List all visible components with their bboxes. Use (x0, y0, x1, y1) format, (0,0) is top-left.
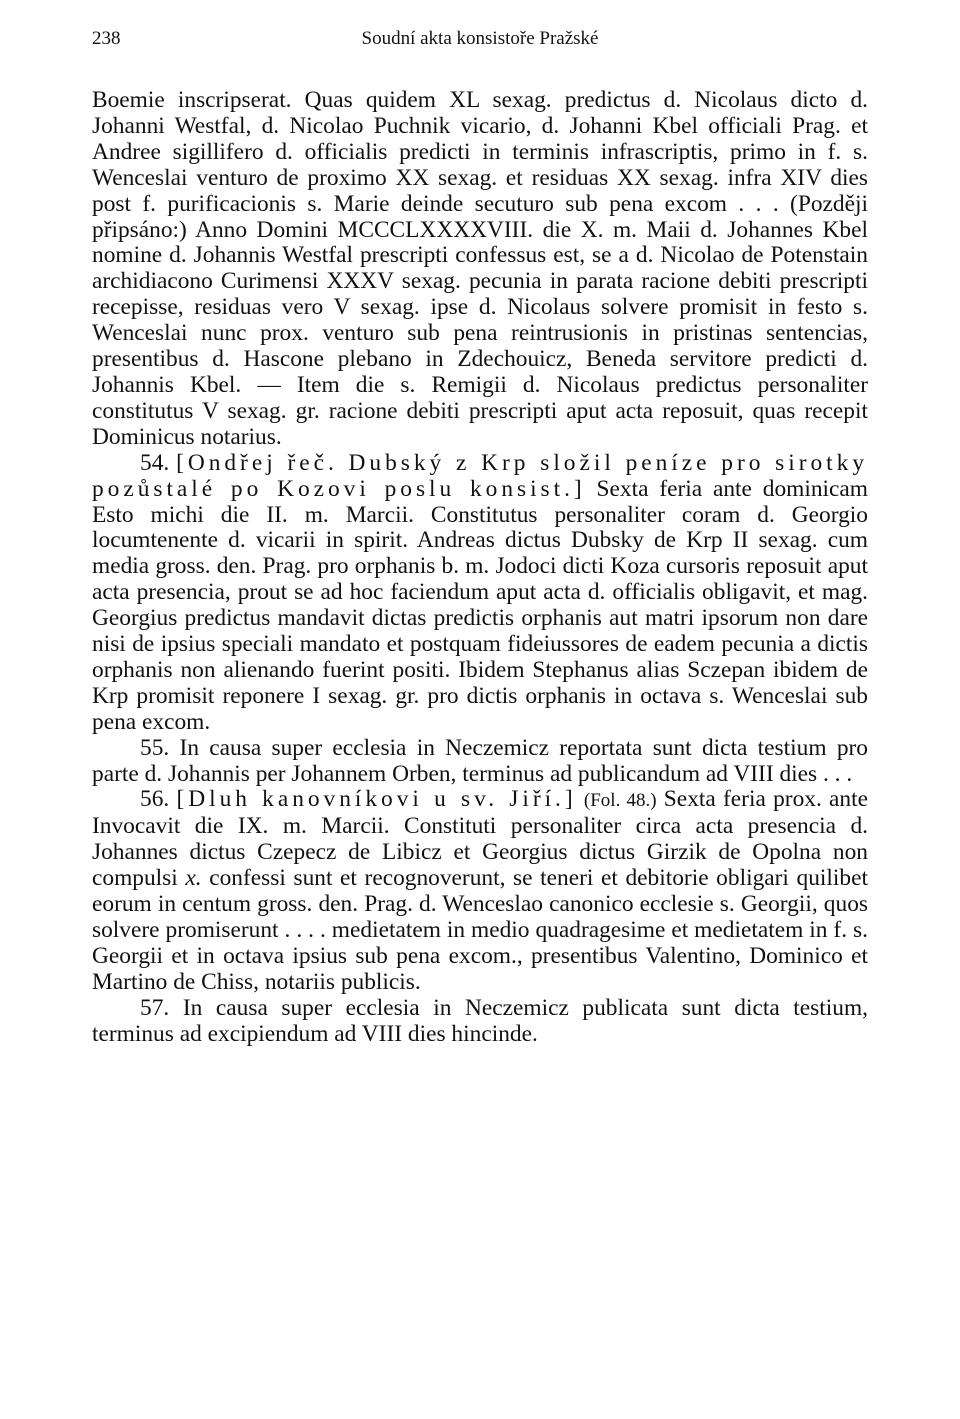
running-title: Soudní akta konsistoře Pražské (361, 28, 599, 49)
entry-number: 54. (140, 449, 170, 476)
sic-mark: x. (185, 865, 202, 892)
entry-number: 55. (140, 734, 170, 761)
entry-54 (92, 451, 868, 736)
entry-heading: [Dluh kanovníkovi u sv. Jiří.] (176, 786, 577, 813)
entry-heading: [Ondřej řeč. Dubský z Krp složil peníze pro sirotky pozůstalé po Kozovi poslu konsist.] (92, 449, 869, 502)
page-header (92, 28, 868, 58)
folio-reference: (Fol. 48.) (583, 790, 657, 812)
entry-57 (92, 996, 868, 1048)
entry-text: Sexta feria prox. ante Invocavit die IX. m. Marcii. Constituti personaliter circa acta presencia d. Johannes dictus Czepecz de Libicz et Georgius dictus Girzik de Opolna non compulsi (92, 786, 868, 892)
page-number: 238 (92, 28, 121, 49)
paragraph-continued (92, 88, 868, 451)
entry-text: Sexta feria ante dominicam Esto michi die II. m. Marcii. Constitutus personaliter coram d. Georgio locumtenente d. vicarii in spirit. Andreas dictus Dubsky de Krp II sexag. cum media gross. den. Prag. pro orphanis b. m. Jodoci dicti Koza cursoris reposuit aput acta presencia, prout se ad hoc faciendum aput acta d. officialis obligavit, et mag. Georgius predictus mandavit dictas predictis orphanis aut matri ipsorum non dare nisi de ipsius speciali mandato et postquam fideiussores de eadem pecunia a dictis orphanis non alienando fuerint positi. Ibidem Stephanus alias Sczepan ibidem de Krp promisit reponere I sexag. gr. pro dictis orphanis in octava s. Wenceslai sub pena excom. (92, 475, 868, 735)
entry-text: In causa super ecclesia in Neczemicz reportata sunt dicta testium pro parte d. Johannis per Johannem Orben, terminus ad publicandum ad VIII dies . . . (92, 734, 868, 787)
entry-number: 56. (140, 786, 170, 813)
paragraph-text: Boemie inscripserat. Quas quidem XL sexag. predictus d. Nicolaus dicto d. Johanni Westfal, d. Nicolao Puchnik vicario, d. Johanni Kbel officiali Prag. et Andree sigillifero d. officialis predicti in terminis infrascriptis, primo in f. s. Wenceslai venturo de proximo XX sexag. et residuas XX sexag. infra XIV dies post f. purificacionis s. Marie deinde secuturo sub pena excom . . . (Později připsáno:) Anno Domini MCCCLXXXXVIII. die X. m. Maii d. Johannes Kbel nomine d. Johannis Westfal prescripti confessus est, se a d. Nicolao de Potenstain archidiacono Curimensi XXXV sexag. pecunia in parata racione debiti prescripti recepisse, residuas vero V sexag. ipse d. Nicolaus solvere promisit in festo s. Wenceslai nunc prox. venturo sub pena reintrusionis in pristinas sentencias, presentibus d. Hascone plebano in Zdechouicz, Beneda servitore predicti d. Johannis Kbel. — Item die s. Remigii d. Nicolaus predictus personaliter constitutus V sexag. gr. racione debiti prescripti aput acta reposuit, quas recepit Dominicus notarius. (92, 87, 868, 450)
entry-56 (92, 787, 868, 995)
entry-55 (92, 736, 868, 788)
entry-text: In causa super ecclesia in Neczemicz publicata sunt dicta testium, terminus ad excipiendum ad VIII dies hincinde. (92, 994, 868, 1047)
entry-text-continued: confessi sunt et recognoverunt, se teneri et debitorie obligari quilibet eorum in centum gross. den. Prag. d. Wenceslao canonico ecclesie s. Georgii, quos solvere promiserunt . . . . medietatem in medio quadragesime et medietatem in f. s. Georgii et in octava ipsius sub pena excom., presentibus Valentino, Dominico et Martino de Chiss, notariis publicis. (92, 865, 868, 995)
page-body (92, 88, 868, 1048)
entry-number: 57. (140, 994, 170, 1021)
